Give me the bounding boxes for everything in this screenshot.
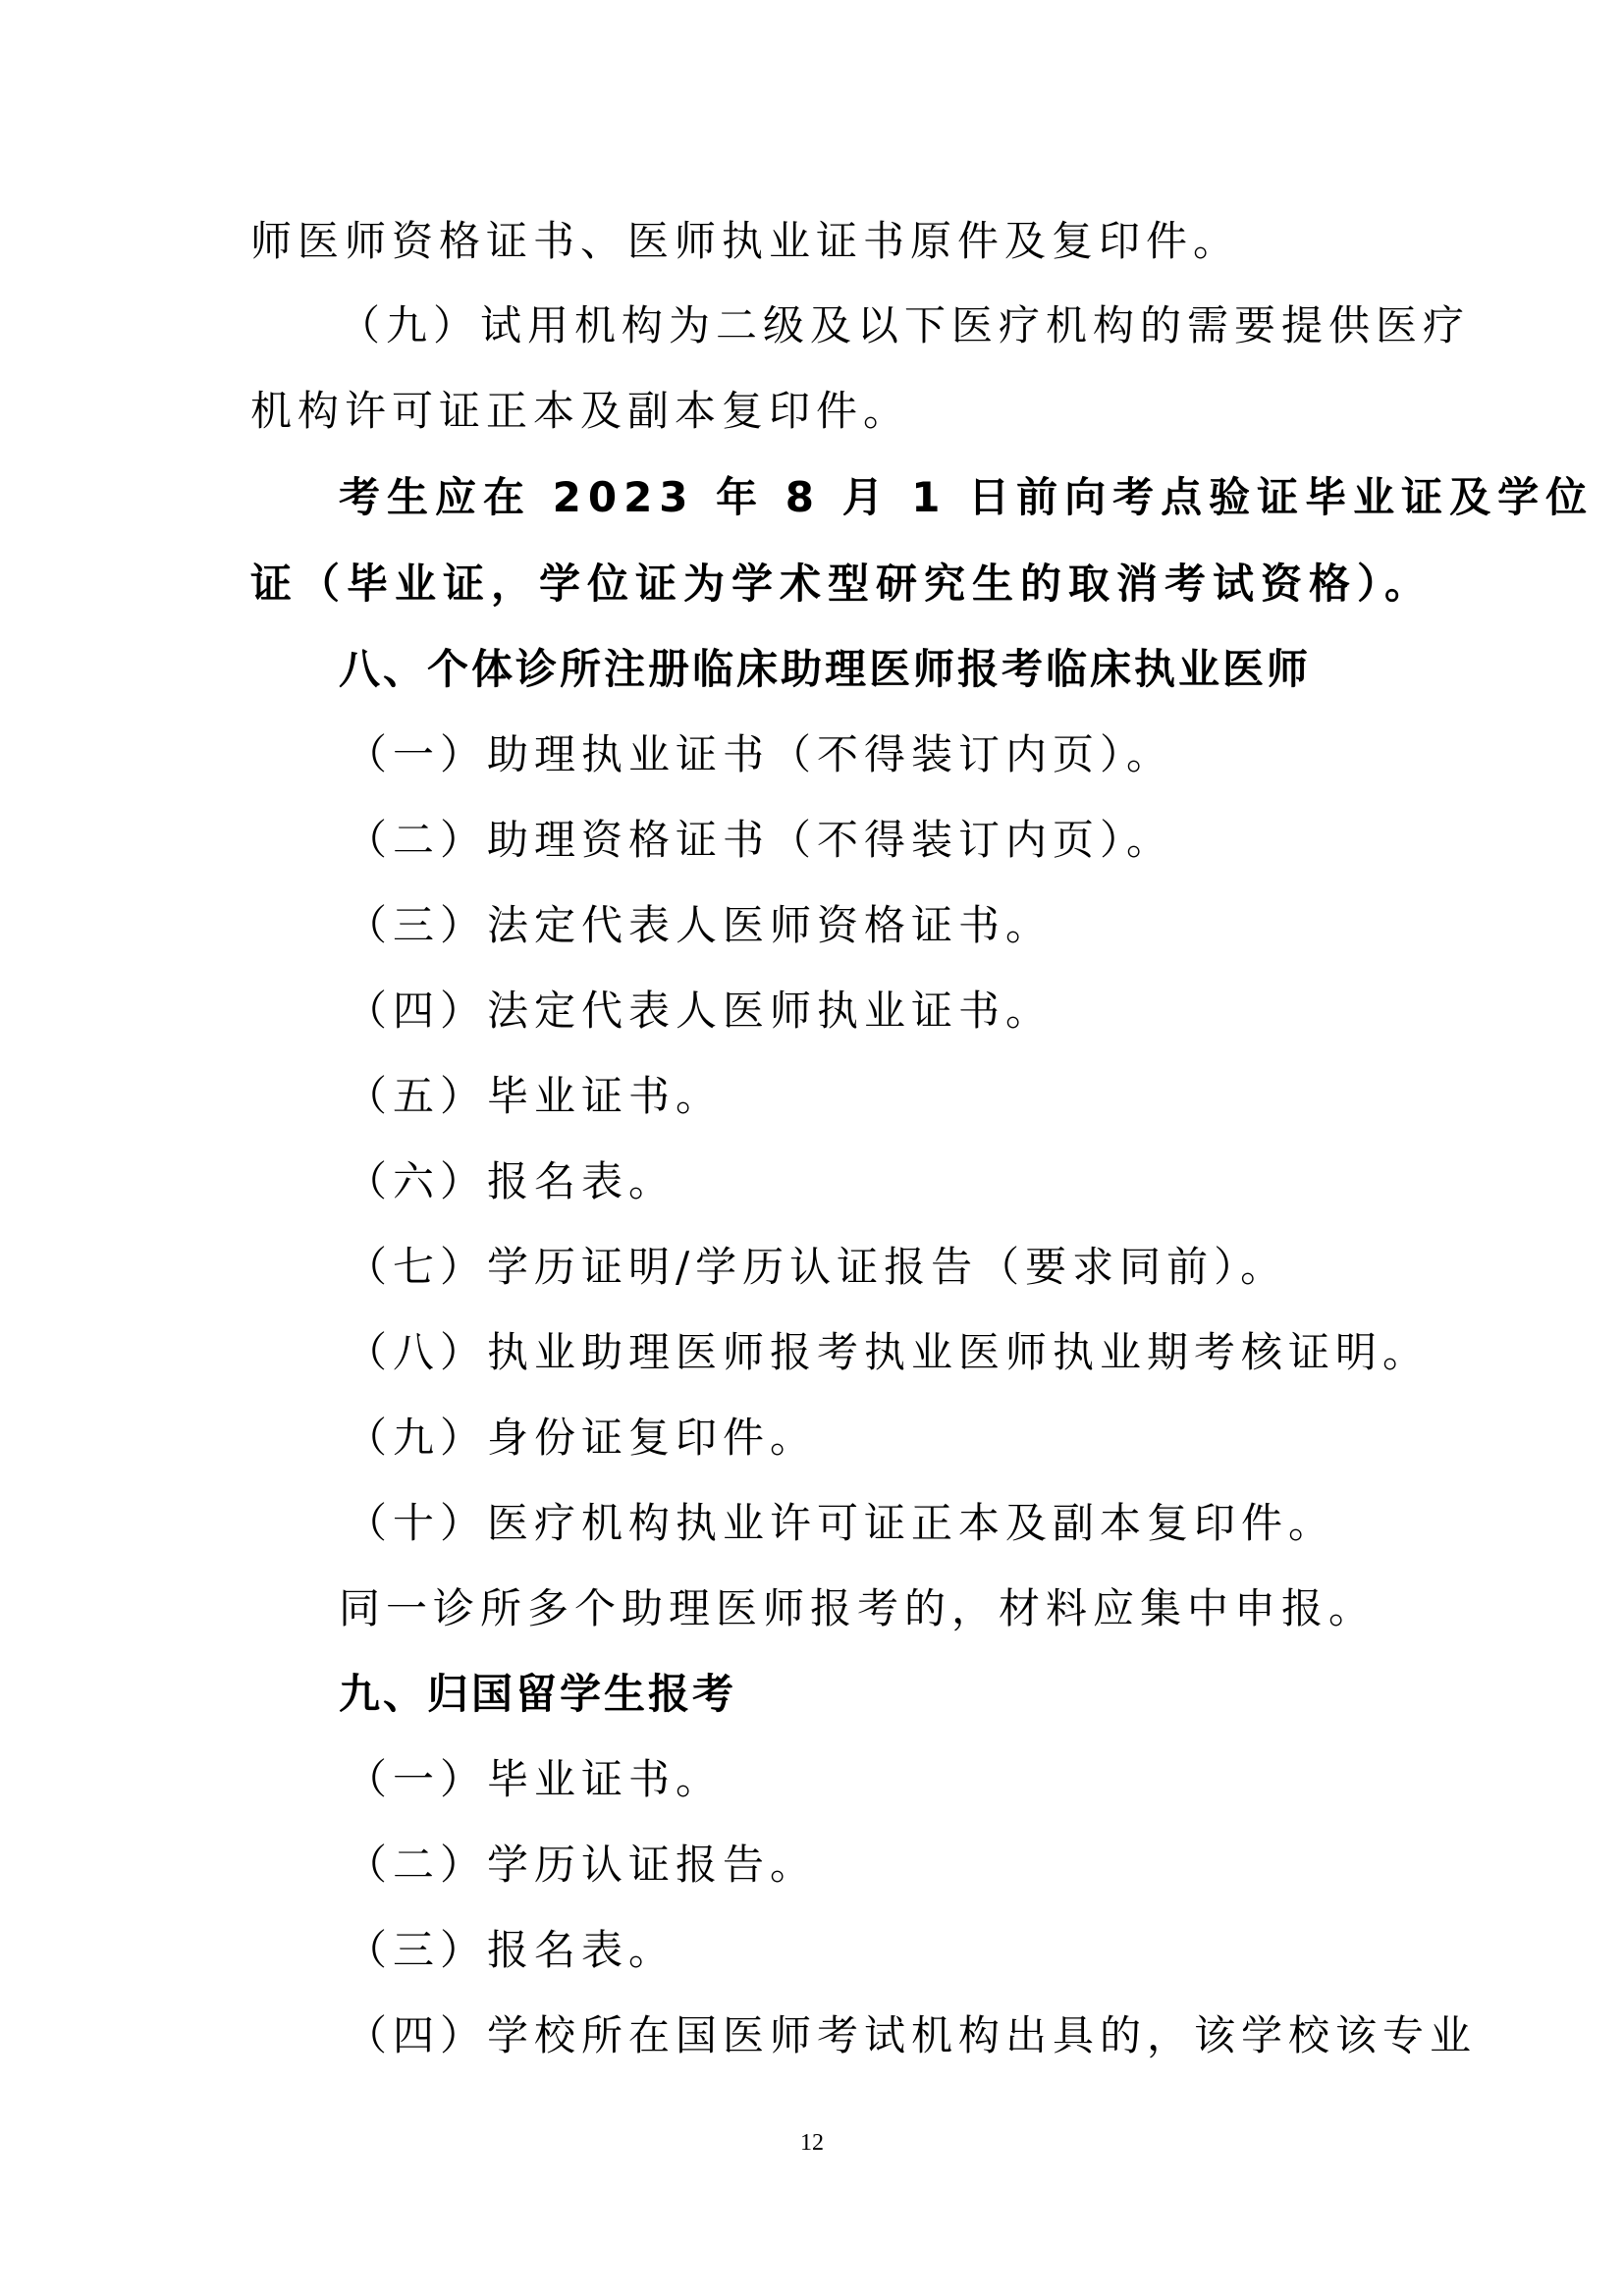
list-item: （一）毕业证书。 <box>346 1755 724 1803</box>
list-item: （三）报名表。 <box>346 1926 677 1974</box>
section-heading: 八、个体诊所注册临床助理医师报考临床执业医师 <box>339 645 1312 693</box>
list-item: （五）毕业证书。 <box>346 1072 724 1120</box>
list-item: （二）学历认证报告。 <box>346 1841 818 1889</box>
list-item: （六）报名表。 <box>346 1157 677 1205</box>
list-item: （八）执业助理医师报考执业医师执业期考核证明。 <box>346 1328 1431 1376</box>
page-number: 12 <box>800 2130 824 2156</box>
text-line: 机构许可证正本及副本复印件。 <box>250 387 911 435</box>
text-line: 同一诊所多个助理医师报考的，材料应集中申报。 <box>339 1584 1377 1632</box>
text-line: 师医师资格证书、医师执业证书原件及复印件。 <box>250 217 1241 265</box>
list-item: （三）法定代表人医师资格证书。 <box>346 901 1054 949</box>
list-item: （二）助理资格证书（不得装订内页）。 <box>346 816 1174 864</box>
list-item: （七）学历证明/学历认证报告（要求同前）。 <box>346 1243 1288 1291</box>
emphasis-paragraph: 考生应在 2023 年 8 月 1 日前向考点验证毕业证及学位 <box>339 473 1595 521</box>
list-item: （十）医疗机构执业许可证正本及副本复印件。 <box>346 1499 1336 1547</box>
list-item: （九）身份证复印件。 <box>346 1414 818 1462</box>
list-item: （一）助理执业证书（不得装订内页）。 <box>346 730 1174 778</box>
list-item: （四）学校所在国医师考试机构出具的，该学校该专业 <box>346 2011 1478 2059</box>
section-heading: 九、归国留学生报考 <box>339 1670 737 1718</box>
list-item: （四）法定代表人医师执业证书。 <box>346 987 1054 1035</box>
list-item: （九）试用机构为二级及以下医疗机构的需要提供医疗 <box>339 301 1471 349</box>
emphasis-paragraph: 证（毕业证，学位证为学术型研究生的取消考试资格）。 <box>250 560 1434 608</box>
